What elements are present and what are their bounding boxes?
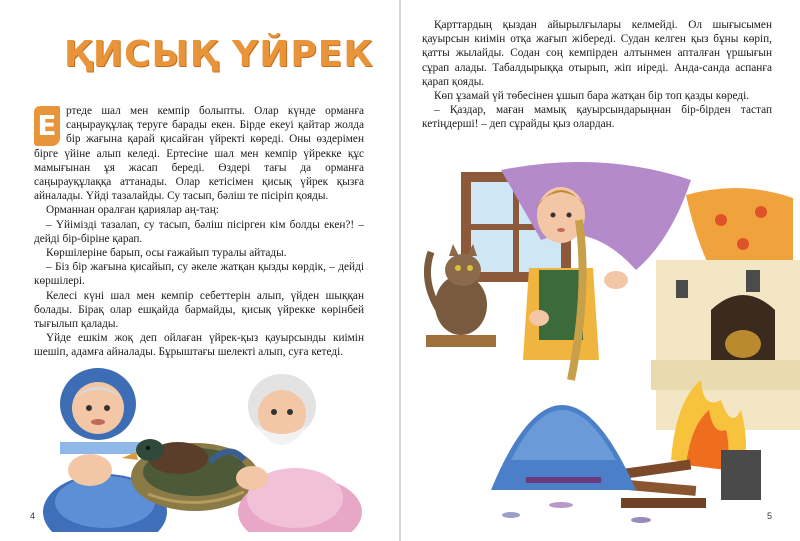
old-couple-with-duck-illustration — [30, 362, 370, 532]
stove — [651, 260, 800, 430]
paragraph: Орманнан оралған қариялар аң-таң: — [46, 204, 219, 217]
right-page-text — [422, 18, 772, 132]
page-number-left: 4 — [30, 511, 36, 521]
story-title: ҚИСЫҚ ҮЙРЕК — [64, 34, 374, 75]
curtain — [686, 188, 793, 270]
paragraph: – Қаздар, маған мамық қауырсындарыңнан бір-бірден тастап кетіңдерші! – деп сұрайды қыз олардан. — [422, 104, 772, 131]
left-page — [0, 0, 399, 541]
first-paragraph-text: ртеде шал мен кемпір болыпты. Олар күнде орманға саңырауқұлақ теруге барады екен. Бірде екеуі қайтар жолда бір жағына қарай қисайған үйректі көреді. Оны өздерімен бірге үйіне алып келеді. Ертесіне шал мен кемпір үйрекке құс мамығынан ұя жасап береді. Өздері тағы да орманға саңырауқұлаққа аттанады. Олар кетісімен қисық үйрек қызға айналады. Үйді тазалайды. Су тасып, бәліш те пісіріп қояды. — [34, 105, 364, 203]
paragraph: – Біз бір жағына қисайып, су әкеле жатқан қызды көрдік, – дейді көршілері. — [34, 261, 364, 288]
paragraph: Үйде ешкім жоқ деп ойлаған үйрек-қыз қауырсынды киімін шешіп, адамға айналады. Бұрыштағы шелекті алып, суға кетеді. — [34, 332, 364, 359]
old-man-figure — [236, 374, 362, 532]
paragraph: Көршілеріне барып, осы ғажайып туралы айтады. — [46, 247, 287, 260]
page-number-right: 5 — [766, 511, 772, 521]
right-page — [401, 0, 800, 541]
first-paragraph — [34, 104, 364, 203]
paragraph: Қарттардың қыздан айырылғылары келмейді. Ол шығысымен қауырсын киімін отқа жағып жібереді. Судан келген қыз бұны көріп, қатты жылайды. Содан соң кемпірден алтынмен апталған үршығын сұрап алады. Табалдырыққа отырып, жіп иіреді. Анда-санда аспанға қарап қояды. — [422, 19, 772, 88]
drop-cap: Е — [34, 106, 60, 146]
left-page-text — [34, 104, 364, 360]
paragraph: Келесі күні шал мен кемпір себеттерін алып, үйден шыққан болады. Бірақ олар ешқайда бармайды, қисық үйрекке көрінбей тығылып қалады. — [34, 289, 364, 331]
paragraph: Көп ұзамай үй төбесінен ұшып бара жатқан бір топ қазды көреді. — [434, 90, 750, 103]
paragraph: – Үйімізді тазалап, су тасып, бәліш пісірген кім болды екен?! – дейді бір-біріне қарап. — [34, 218, 364, 245]
girl-by-stove-with-cat-illustration — [421, 160, 800, 530]
